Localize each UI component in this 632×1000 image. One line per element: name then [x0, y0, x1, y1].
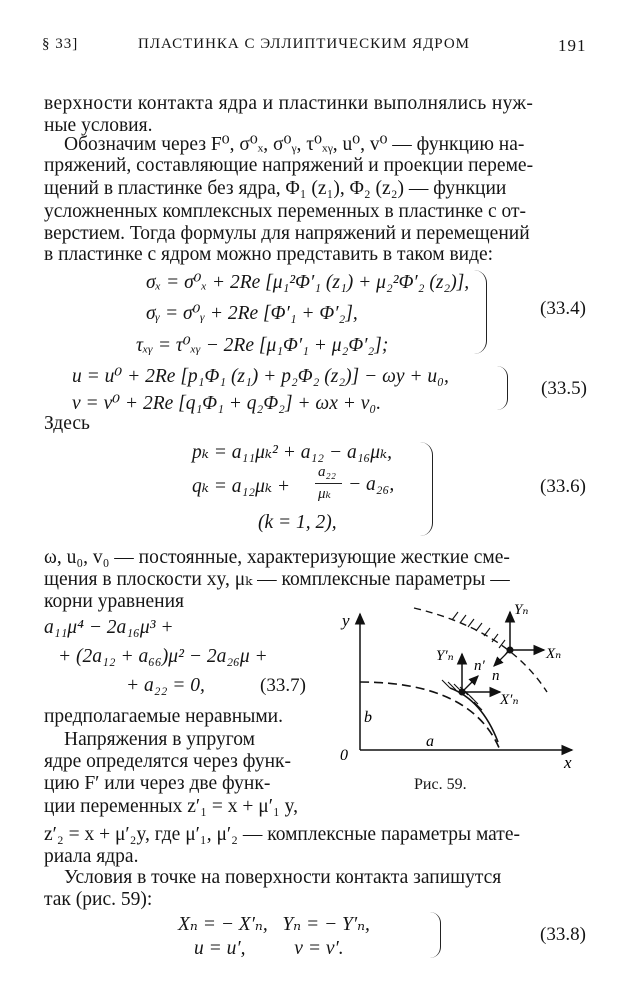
text-line: ω, u₀, v₀ — постоянные, характеризующие жесткие сме-	[44, 547, 510, 568]
equation-number: (33.8)	[540, 924, 586, 945]
equation-33-4-line3: τₓᵧ = τ⁰ₓᵧ − 2Re [μ₁Φ′₁ + μ₂Φ′₂];	[136, 335, 389, 356]
equation-33-4-line1: σₓ = σ⁰ₓ + 2Re [μ₁²Φ′₁ (z₁) + μ₂²Φ′₂ (z₂)],	[146, 272, 470, 293]
running-title: ПЛАСТИНКА С ЭЛЛИПТИЧЕСКИМ ЯДРОМ	[138, 36, 471, 52]
equation-33-6-line1: pₖ = a₁₁μₖ² + a₁₂ − a₁₆μₖ,	[192, 442, 393, 463]
text-line: в пластинке с ядром можно представить в таком виде:	[44, 244, 494, 265]
equation-brace	[430, 912, 441, 958]
equation-33-6-line2a: qₖ = a₁₂μₖ +	[192, 476, 291, 497]
equation-number: (33.7)	[260, 675, 306, 696]
text-line: Здесь	[44, 413, 90, 434]
text-line: z′₂ = x + μ′₂y, где μ′₁, μ′₂ — комплексные параметры мате-	[44, 824, 520, 845]
equation-33-6-line2b: − a₂₆,	[348, 474, 395, 495]
equation-33-7-line2: + (2a₁₂ + a₆₆)μ² − 2a₂₆μ +	[58, 646, 268, 667]
x-axis-label: x	[564, 753, 572, 772]
text-line: ции переменных z′₁ = x + μ′₁ y,	[44, 796, 298, 817]
text-line: пряжений, составляющие напряжений и проекции переме-	[44, 155, 534, 176]
Yn-label: Yₙ	[514, 602, 529, 618]
page-number: 191	[558, 36, 587, 55]
text-line: предполагаемые неравными.	[44, 706, 283, 727]
text-line: риала ядра.	[44, 846, 139, 867]
text-line: щений в пластинке без ядра, Φ₁ (z₁), Φ₂ (z₂) — функции	[44, 178, 507, 199]
text-line: корни уравнения	[44, 591, 185, 612]
origin-label: 0	[340, 747, 348, 764]
equation-number: (33.5)	[541, 378, 587, 399]
section-number: § 33]	[42, 36, 79, 52]
Yn-prime-label: Y′ₙ	[436, 648, 454, 664]
equation-33-8-line1: Xₙ = − X′ₙ, Yₙ = − Y′ₙ,	[178, 914, 370, 935]
equation-33-5-line1: u = u⁰ + 2Re [p₁Φ₁ (z₁) + p₂Φ₂ (z₂)] − ωy + u₀,	[72, 366, 449, 387]
equation-brace	[420, 442, 433, 536]
n-label: n	[492, 668, 500, 684]
equation-33-7-line3: + a₂₂ = 0,	[126, 675, 205, 696]
equation-33-8-line2: u = u′, v = v′.	[194, 938, 344, 959]
equation-number: (33.6)	[540, 476, 586, 497]
a-label: a	[426, 733, 434, 750]
fraction-numerator: a₂₂	[318, 464, 336, 480]
text-line: Условия в точке на поверхности контакта запишутся	[64, 867, 502, 888]
equation-33-7-line1: a₁₁μ⁴ − 2a₁₆μ³ +	[44, 617, 174, 638]
equation-33-5-line2: v = v⁰ + 2Re [q₁Φ₁ + q₂Φ₂] + ωx + v₀.	[72, 393, 382, 414]
text-line: верхности контакта ядра и пластинки выполнялись нуж-	[44, 93, 534, 114]
text-line: Напряжения в упругом	[64, 729, 255, 750]
equation-brace	[474, 270, 487, 354]
text-line: ные условия.	[44, 115, 153, 136]
Xn-label: Xₙ	[546, 646, 562, 662]
equation-33-4-line2: σᵧ = σ⁰ᵧ + 2Re [Φ′₁ + Φ′₂],	[146, 303, 358, 324]
text-line: так (рис. 59):	[44, 889, 153, 910]
b-label: b	[364, 709, 372, 726]
figure-59	[332, 600, 592, 790]
equation-brace	[497, 366, 508, 410]
y-axis-label: y	[342, 611, 350, 630]
Xn-prime-label: X′ₙ	[500, 692, 519, 708]
text-line: верстием. Тогда формулы для напряжений и перемещений	[44, 223, 530, 244]
text-line: Обозначим через F⁰, σ⁰ₓ, σ⁰ᵧ, τ⁰ₓᵧ, u⁰, v⁰ — функцию на-	[64, 134, 525, 155]
fraction-denominator: μₖ	[318, 486, 332, 502]
n-prime-label: n′	[474, 658, 485, 674]
figure-caption: Рис. 59.	[414, 776, 467, 793]
text-line: усложненных комплексных переменных в пластинке с от-	[44, 201, 526, 222]
equation-number: (33.4)	[540, 298, 586, 319]
text-line: ядре определятся через функ-	[44, 751, 292, 772]
text-line: цию F′ или через две функ-	[44, 773, 271, 794]
equation-33-6-line3: (k = 1, 2),	[258, 512, 337, 533]
text-line: щения в плоскости xy, μₖ — комплексные параметры —	[44, 569, 510, 590]
